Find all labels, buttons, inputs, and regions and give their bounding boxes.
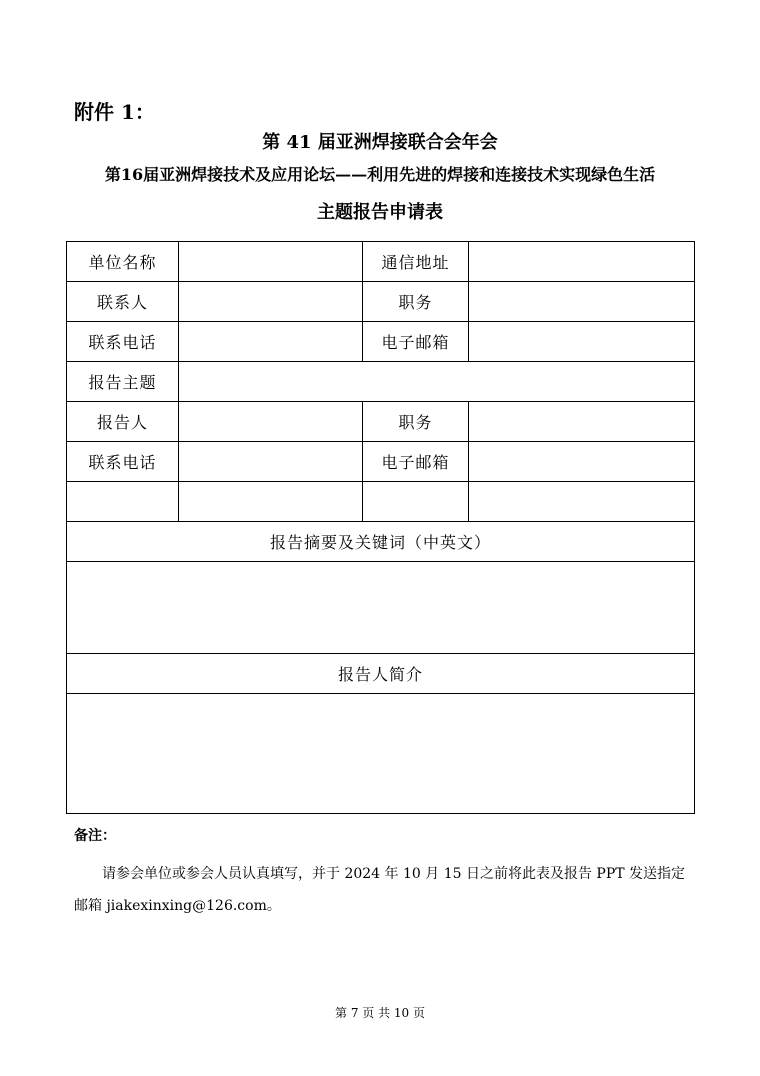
email-label: 电子邮箱 <box>363 322 469 362</box>
form-title: 主题报告申请表 <box>317 202 443 223</box>
note-text: 请参会单位或参会人员认真填写，并于 2024 年 10 月 15 日之前将此表及报告 PPT 发送指定邮箱 jiakexinxing@126.com。 <box>74 866 686 914</box>
reporter-phone-field[interactable] <box>179 442 363 482</box>
form-row <box>67 694 695 814</box>
document-title: 第 41 届亚洲焊接联合会年会 <box>262 132 498 153</box>
contact-label: 联系人 <box>67 282 179 322</box>
reporter-position-field[interactable] <box>469 402 695 442</box>
reporter-email-label: 电子邮箱 <box>363 442 469 482</box>
application-form-table <box>66 241 695 814</box>
form-row <box>67 362 695 402</box>
bio-header: 报告人简介 <box>67 654 695 694</box>
reporter-position-label: 职务 <box>363 402 469 442</box>
unit-name-label: 单位名称 <box>67 242 179 282</box>
topic-label: 报告主题 <box>67 362 179 402</box>
page-number: 第 7 页 共 10 页 <box>335 1006 425 1020</box>
form-row <box>67 322 695 362</box>
position-field[interactable] <box>469 282 695 322</box>
reporter-phone-label: 联系电话 <box>67 442 179 482</box>
abstract-header: 报告摘要及关键词（中英文） <box>67 522 695 562</box>
bio-field[interactable] <box>67 694 695 814</box>
form-row <box>67 402 695 442</box>
reporter-field[interactable] <box>179 402 363 442</box>
abstract-field[interactable] <box>67 562 695 654</box>
reporter-label: 报告人 <box>67 402 179 442</box>
contact-field[interactable] <box>179 282 363 322</box>
address-label: 通信地址 <box>363 242 469 282</box>
forum-subtitle: 第16届亚洲焊接技术及应用论坛——利用先进的焊接和连接技术实现绿色生活 <box>104 165 656 184</box>
empty-cell[interactable] <box>363 482 469 522</box>
form-row <box>67 282 695 322</box>
form-row-empty <box>67 482 695 522</box>
note-title: 备注： <box>74 828 116 844</box>
unit-name-field[interactable] <box>179 242 363 282</box>
phone-field[interactable] <box>179 322 363 362</box>
form-row <box>67 654 695 694</box>
form-row <box>67 242 695 282</box>
form-row <box>67 442 695 482</box>
form-row <box>67 562 695 654</box>
topic-field[interactable] <box>179 362 695 402</box>
empty-cell[interactable] <box>179 482 363 522</box>
empty-cell[interactable] <box>469 482 695 522</box>
position-label: 职务 <box>363 282 469 322</box>
reporter-email-field[interactable] <box>469 442 695 482</box>
form-row <box>67 522 695 562</box>
email-field[interactable] <box>469 322 695 362</box>
phone-label: 联系电话 <box>67 322 179 362</box>
address-field[interactable] <box>469 242 695 282</box>
empty-cell[interactable] <box>67 482 179 522</box>
attachment-label: 附件 1： <box>74 100 155 124</box>
